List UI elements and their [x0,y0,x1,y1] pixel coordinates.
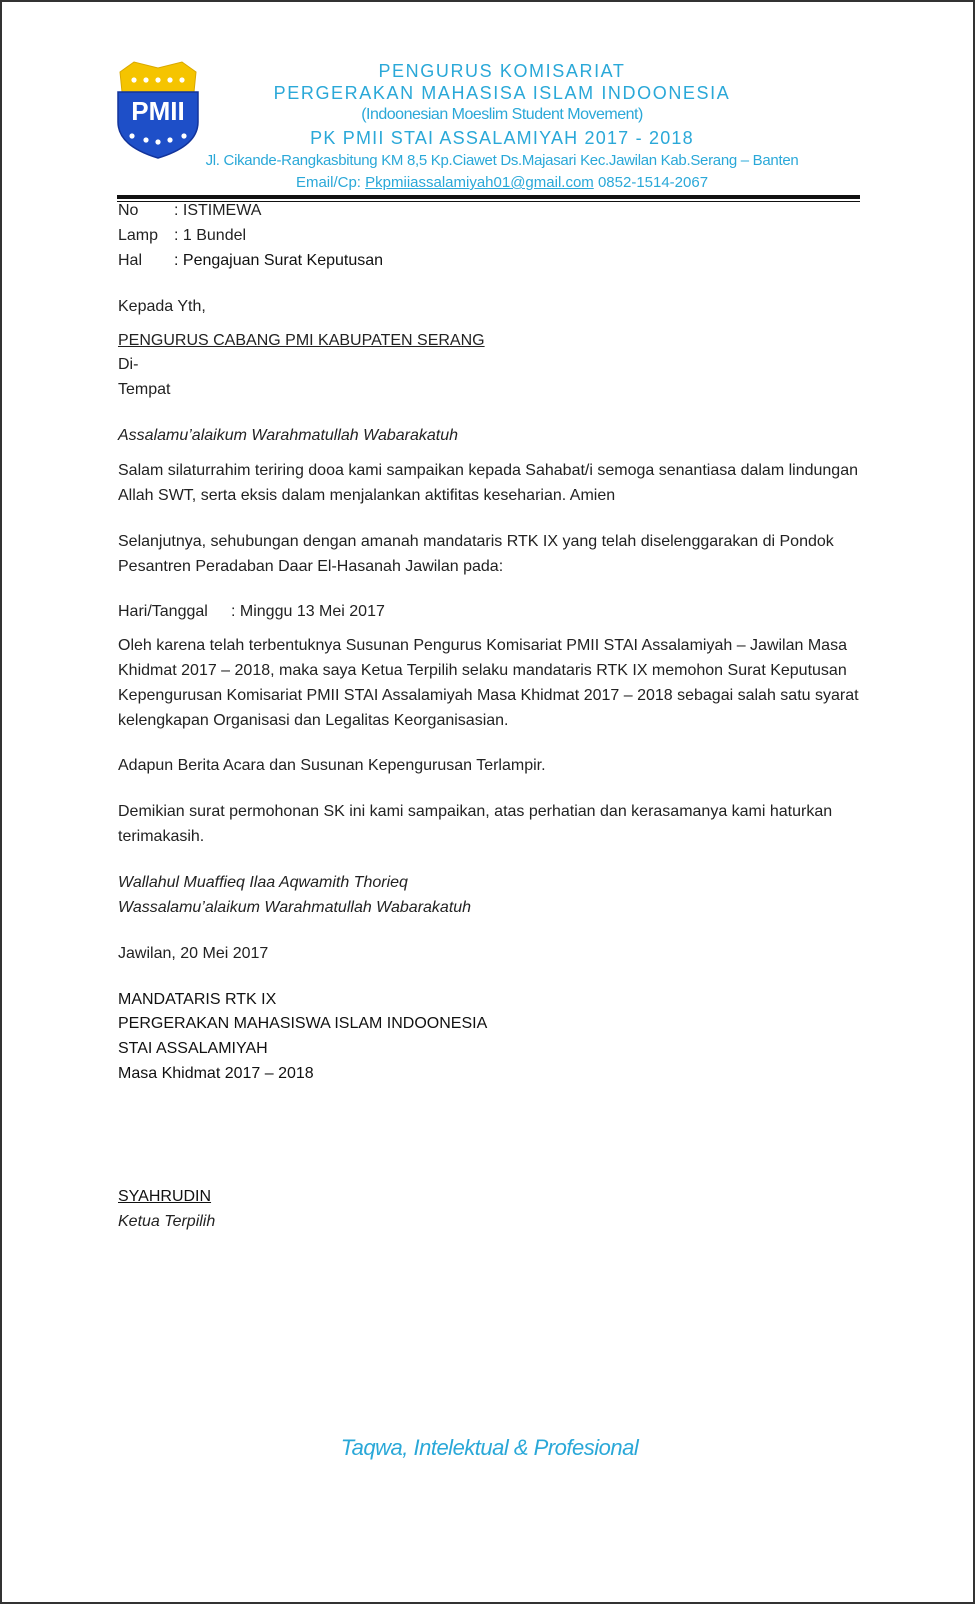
recipient-greeting: Kepada Yth, [118,298,206,315]
meta-no-value: : ISTIMEWA [174,202,262,219]
closing-line-2: Wassalamu’alaikum Warahmatullah Wabarakatuh [118,899,472,916]
signatory-name: SYAHRUDIN [118,1188,212,1205]
contact-phone: 0852-1514-2067 [593,174,709,191]
closing-line-1: Wallahul Muaffieq Ilaa Aqwamith Thorieq [118,874,408,891]
event-date-value: : Minggu 13 Mei 2017 [231,603,385,620]
signature-line-1: MANDATARIS RTK IX [118,991,277,1008]
meta-no-label: No [118,202,139,219]
signatory-title: Ketua Terpilih [118,1213,216,1230]
paragraph-1: Salam silaturrahim teriring dooa kami sampaikan kepada Sahabat/i semoga senantiasa dalam lindungan Allah SWT, serta eksis dalam menjalankan aktifitas keseharian. Amien [118,462,858,504]
meta-lamp-value: : 1 Bundel [174,227,247,244]
svg-text:PMII: PMII [131,96,185,126]
contact-prefix: Email/Cp: [295,174,366,191]
meta-no [118,198,261,223]
letterhead-address: Jl. Cikande-Rangkasbitung KM 8,5 Kp.Ciawet Ds.Majasari Kec.Jawilan Kab.Serang – Banten [205,152,799,169]
paragraph-3: Oleh karena telah terbentuknya Susunan Pengurus Komisariat PMII STAI Assalamiyah – Jawilan Masa Khidmat 2017 – 2018, maka saya Ketua Terpilih selaku mandataris RTK IX memohon Surat Keputusan Kepengurusan Komisariat PMII STAI Assalamiyah Masa Khidmat 2017 – 2018 sebagai salah satu syarat kelengkapan Organisasi dan Legalitas Keorganisasian. [118,637,859,729]
meta-hal [118,248,383,273]
email-link[interactable]: Pkpmiiassalamiyah01@gmail.com [365,174,594,191]
recipient-tempat: Tempat [118,381,171,398]
recipient-di: Di- [118,356,139,373]
letterhead-line-1: PENGURUS KOMISARIAT [378,61,626,81]
place-date: Jawilan, 20 Mei 2017 [118,945,269,962]
paragraph-2: Selanjutnya, sehubungan dengan amanah mandataris RTK IX yang telah diselenggarakan di Pondok Pesantren Peradaban Daar El-Hasanah Jawilan pada: [118,533,834,575]
signature-line-3: STAI ASSALAMIYAH [118,1040,268,1057]
paragraph-4: Adapun Berita Acara dan Susunan Kepengurusan Terlampir. [118,757,546,774]
meta-lamp [118,223,246,248]
opening-salam: Assalamu’alaikum Warahmatullah Wabarakatuh [118,427,459,444]
event-date-label: Hari/Tanggal [118,603,208,620]
letterhead-line-4: PK PMII STAI ASSALAMIYAH 2017 - 2018 [310,128,694,148]
meta-lamp-label: Lamp [118,227,159,244]
letterhead-line-2: PERGERAKAN MAHASISA ISLAM INDOONESIA [273,83,731,103]
signature-line-4: Masa Khidmat 2017 – 2018 [118,1065,314,1082]
event-date [118,599,385,624]
recipient-name: PENGURUS CABANG PMI KABUPATEN SERANG [118,332,485,349]
letterhead-contact [152,174,852,191]
footer-motto: Taqwa, Intelektual & Profesional [340,1435,639,1460]
paragraph-5: Demikian surat permohonan SK ini kami sampaikan, atas perhatian dan kerasamanya kami haturkan terimakasih. [118,803,833,845]
meta-hal-label: Hal [118,252,143,269]
meta-hal-value: : Pengajuan Surat Keputusan [174,252,384,269]
letterhead-line-3: (Indoonesian Moeslim Student Movement) [361,106,643,123]
signature-line-2: PERGERAKAN MAHASISWA ISLAM INDOONESIA [118,1015,488,1032]
